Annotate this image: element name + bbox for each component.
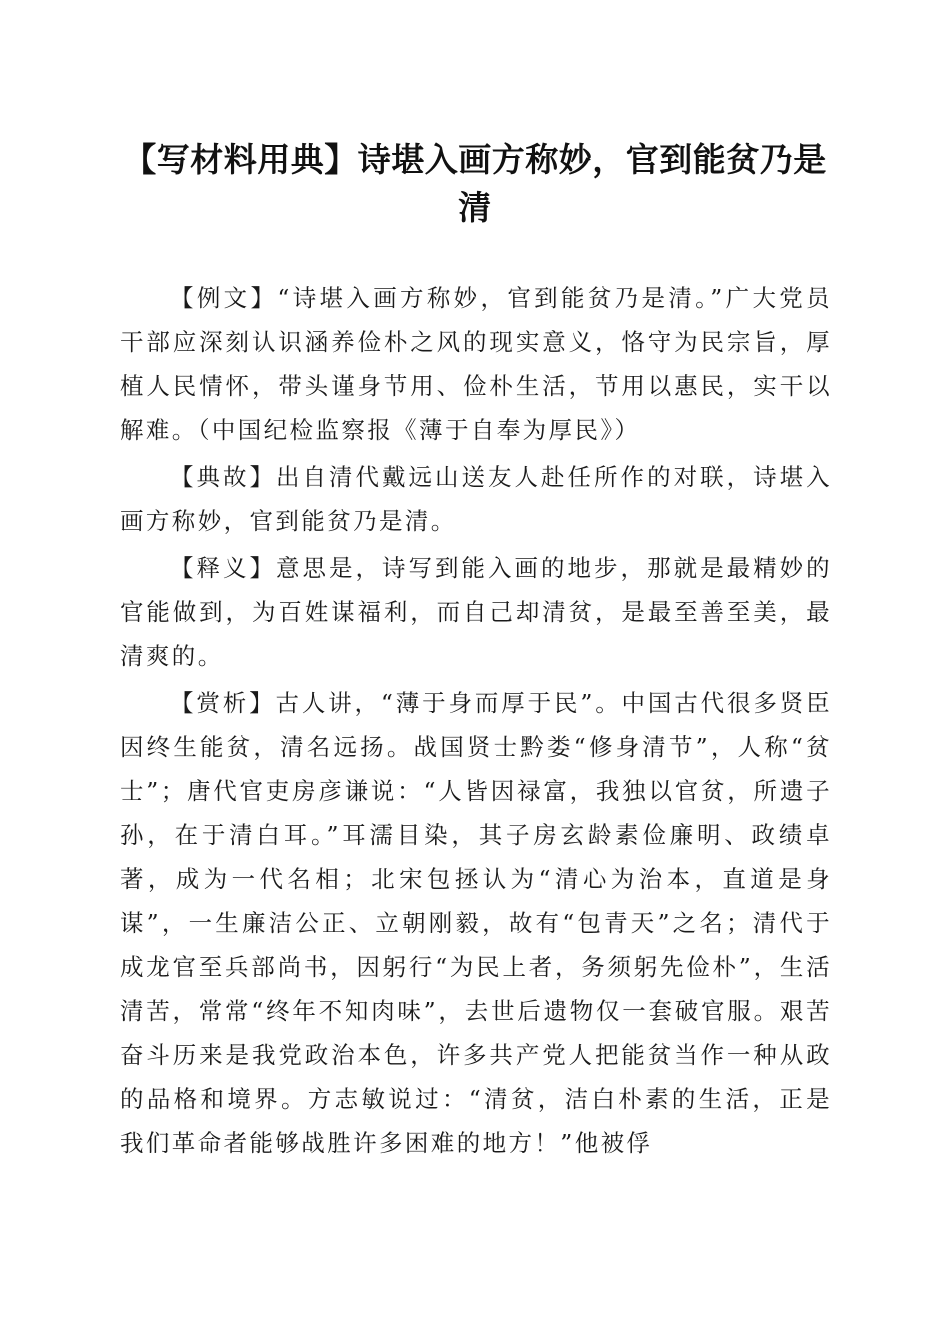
paragraph-appreciation: [120, 681, 832, 1165]
paragraph-example: [120, 276, 832, 452]
document-title: 【写材料用典】诗堪入画方称妙，官到能贫乃是清: [123, 140, 827, 227]
paragraph-tag: 【典故】: [170, 463, 277, 491]
paragraph-text: 古人讲，“薄于身而厚于民”。中国古代很多贤臣因终生能贫，清名远扬。战国贤士黔娄“修身清节”，人称“贫士”；唐代官吏房彦谦说：“人皆因禄富，我独以官贫，所遗子孙，在于清白耳。”耳濡目染，其子房玄龄素俭廉明、政绩卓著，成为一代名相；北宋包拯认为“清心为治本，直道是身谋”，一生廉洁公正、立朝刚毅，故有“包青天”之名；清代于成龙官至兵部尚书，因躬行“为民上者，务须躬先俭朴”，生活清苦，常常“终年不知肉味”，去世后遗物仅一套破官服。艰苦奋斗历来是我党政治本色，许多共产党人把能贫当作一种从政的品格和境界。方志敏说过：“清贫，洁白朴素的生活，正是我们革命者能够战胜许多困难的地方！”他被俘: [120, 689, 832, 1157]
paragraph-allusion: [120, 455, 832, 543]
paragraph-interpretation: [120, 546, 832, 678]
document-body: [120, 276, 832, 1168]
paragraph-tag: 【释义】: [170, 554, 277, 582]
paragraph-text: 意思是，诗写到能入画的地步，那就是最精妙的官能做到，为百姓谋福利，而自己却清贫，是最至善至美，最清爽的。: [120, 554, 832, 670]
paragraph-tag: 【例文】: [170, 284, 278, 312]
paragraph-text: 出自清代戴远山送友人赴任所作的对联，诗堪入画方称妙，官到能贫乃是清。: [120, 463, 832, 535]
paragraph-text: “诗堪入画方称妙，官到能贫乃是清。”广大党员干部应深刻认识涵养俭朴之风的现实意义，恪守为民宗旨，厚植人民情怀，带头谨身节用、俭朴生活，节用以惠民，实干以解难。（中国纪检监察报《薄于自奉为厚民》）: [120, 284, 833, 444]
paragraph-tag: 【赏析】: [170, 689, 276, 717]
